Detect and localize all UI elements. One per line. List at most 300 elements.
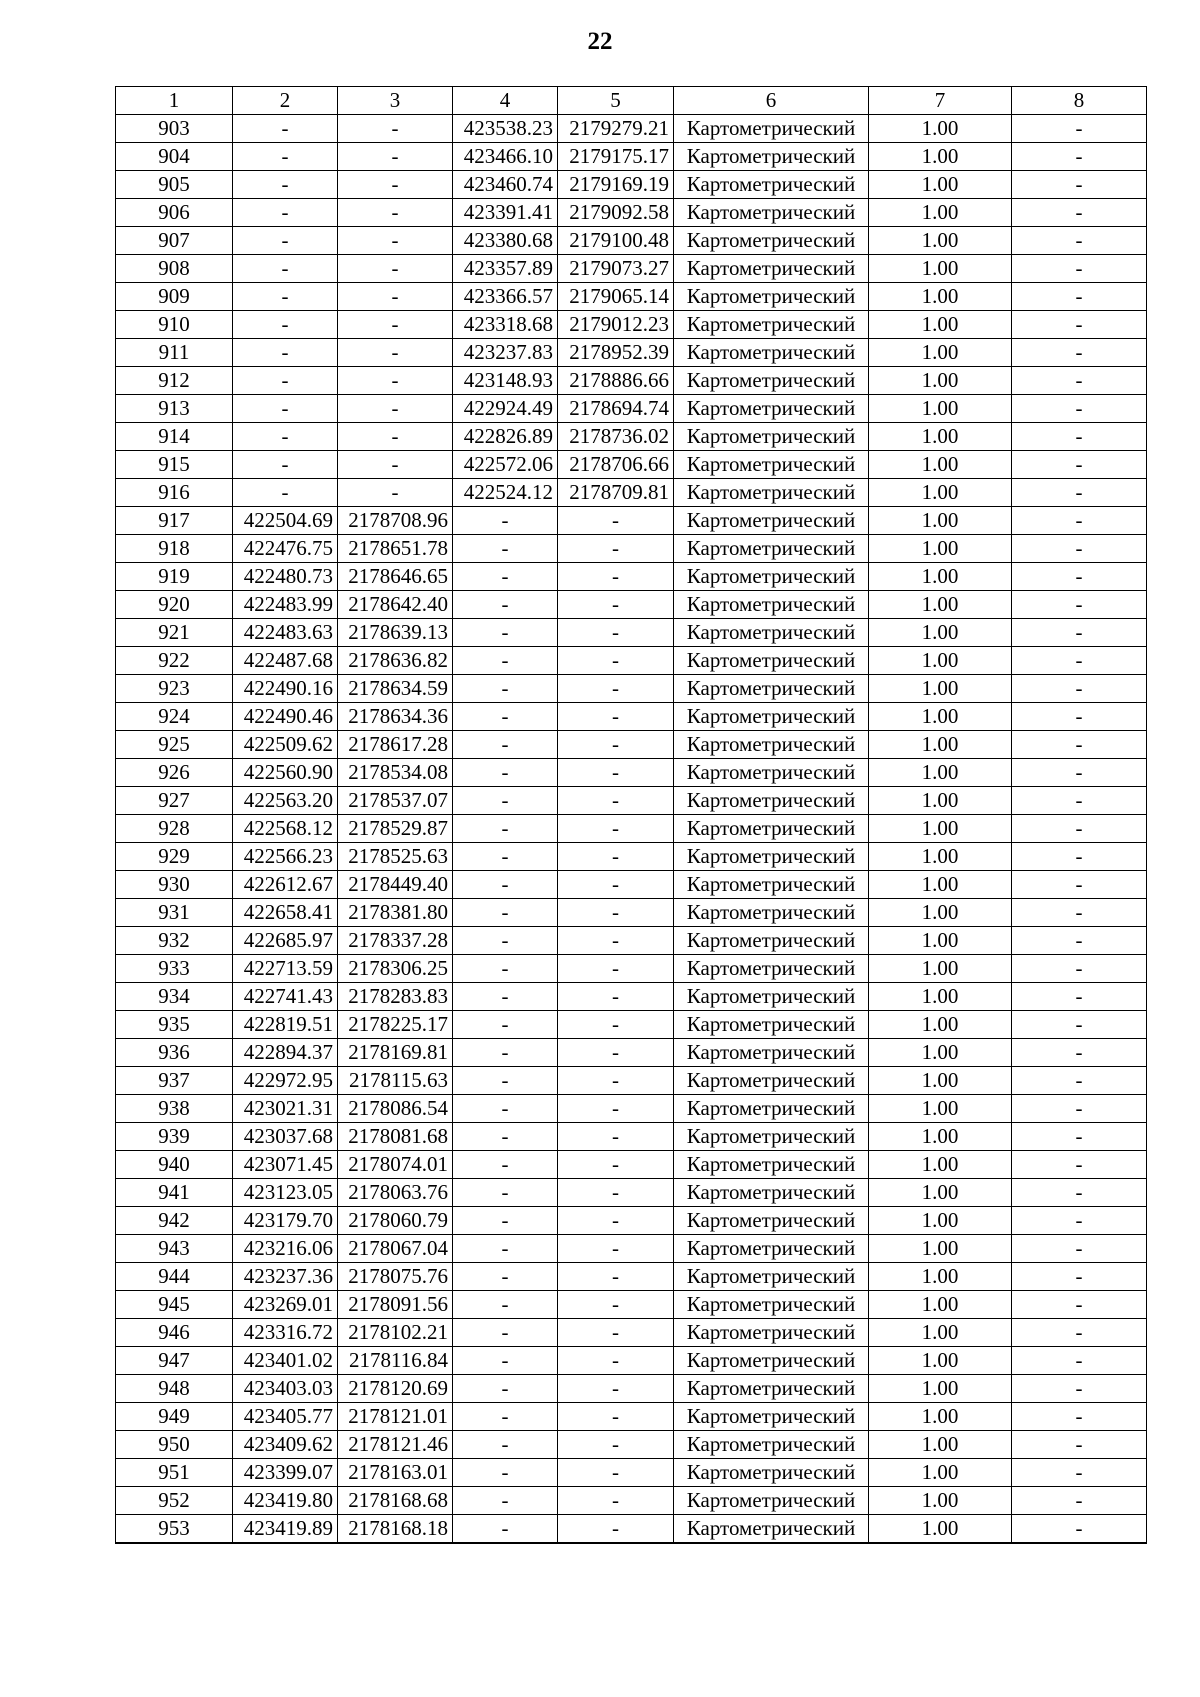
- description-cell: -: [1012, 1263, 1147, 1291]
- point-number-cell: 931: [116, 899, 233, 927]
- method-cell: Картометрический: [674, 423, 869, 451]
- table-header: [116, 87, 1147, 115]
- accuracy-cell: 1.00: [869, 1123, 1012, 1151]
- coord-y2-cell: -: [558, 647, 674, 675]
- accuracy-cell: 1.00: [869, 1067, 1012, 1095]
- point-number-cell: 904: [116, 143, 233, 171]
- coord-x2-cell: -: [453, 1067, 558, 1095]
- coord-x-cell: -: [233, 115, 338, 143]
- accuracy-cell: 1.00: [869, 423, 1012, 451]
- coord-y-cell: 2178168.18: [338, 1515, 453, 1544]
- coord-y2-cell: -: [558, 703, 674, 731]
- table-row: [116, 815, 1147, 843]
- coord-x2-cell: 422524.12: [453, 479, 558, 507]
- coord-x2-cell: -: [453, 1235, 558, 1263]
- coord-x2-cell: 423357.89: [453, 255, 558, 283]
- description-cell: -: [1012, 1291, 1147, 1319]
- coord-x2-cell: 423466.10: [453, 143, 558, 171]
- accuracy-cell: 1.00: [869, 1263, 1012, 1291]
- method-cell: Картометрический: [674, 1515, 869, 1544]
- point-number-cell: 947: [116, 1347, 233, 1375]
- coord-y-cell: 2178306.25: [338, 955, 453, 983]
- coord-y2-cell: -: [558, 1319, 674, 1347]
- method-cell: Картометрический: [674, 955, 869, 983]
- coord-x-cell: 423123.05: [233, 1179, 338, 1207]
- coord-y2-cell: -: [558, 843, 674, 871]
- coord-x2-cell: -: [453, 563, 558, 591]
- point-number-cell: 951: [116, 1459, 233, 1487]
- coord-x-cell: 422560.90: [233, 759, 338, 787]
- table-row: [116, 647, 1147, 675]
- coord-y-cell: 2178651.78: [338, 535, 453, 563]
- method-cell: Картометрический: [674, 1011, 869, 1039]
- coord-x-cell: -: [233, 283, 338, 311]
- accuracy-cell: 1.00: [869, 955, 1012, 983]
- coord-y-cell: -: [338, 423, 453, 451]
- method-cell: Картометрический: [674, 1207, 869, 1235]
- point-number-cell: 952: [116, 1487, 233, 1515]
- description-cell: -: [1012, 339, 1147, 367]
- coord-y-cell: 2178708.96: [338, 507, 453, 535]
- coord-y-cell: -: [338, 227, 453, 255]
- accuracy-cell: 1.00: [869, 367, 1012, 395]
- accuracy-cell: 1.00: [869, 143, 1012, 171]
- column-header-3: 3: [338, 87, 453, 115]
- description-cell: -: [1012, 1487, 1147, 1515]
- point-number-cell: 915: [116, 451, 233, 479]
- coord-y2-cell: -: [558, 619, 674, 647]
- coord-x-cell: 423021.31: [233, 1095, 338, 1123]
- coord-y2-cell: 2179073.27: [558, 255, 674, 283]
- coord-y-cell: -: [338, 143, 453, 171]
- description-cell: -: [1012, 1207, 1147, 1235]
- description-cell: -: [1012, 955, 1147, 983]
- description-cell: -: [1012, 1235, 1147, 1263]
- point-number-cell: 937: [116, 1067, 233, 1095]
- table-row: [116, 759, 1147, 787]
- coord-x-cell: 423269.01: [233, 1291, 338, 1319]
- table-row: [116, 1291, 1147, 1319]
- coord-x2-cell: -: [453, 1487, 558, 1515]
- coord-y2-cell: 2179279.21: [558, 115, 674, 143]
- table-row: [116, 787, 1147, 815]
- point-number-cell: 922: [116, 647, 233, 675]
- accuracy-cell: 1.00: [869, 171, 1012, 199]
- accuracy-cell: 1.00: [869, 227, 1012, 255]
- method-cell: Картометрический: [674, 899, 869, 927]
- coord-y-cell: -: [338, 339, 453, 367]
- coord-y2-cell: -: [558, 1011, 674, 1039]
- coord-y-cell: 2178115.63: [338, 1067, 453, 1095]
- coord-x-cell: 422658.41: [233, 899, 338, 927]
- coord-y2-cell: -: [558, 507, 674, 535]
- coord-y2-cell: -: [558, 1263, 674, 1291]
- point-number-cell: 929: [116, 843, 233, 871]
- coord-x2-cell: -: [453, 703, 558, 731]
- coord-x-cell: 423419.89: [233, 1515, 338, 1544]
- coord-y2-cell: -: [558, 759, 674, 787]
- method-cell: Картометрический: [674, 1431, 869, 1459]
- table-row: [116, 899, 1147, 927]
- coord-x-cell: 422487.68: [233, 647, 338, 675]
- coord-x2-cell: -: [453, 1459, 558, 1487]
- accuracy-cell: 1.00: [869, 1151, 1012, 1179]
- point-number-cell: 946: [116, 1319, 233, 1347]
- coord-x-cell: 422612.67: [233, 871, 338, 899]
- description-cell: -: [1012, 1123, 1147, 1151]
- column-header-7: 7: [869, 87, 1012, 115]
- point-number-cell: 918: [116, 535, 233, 563]
- coord-y-cell: 2178634.36: [338, 703, 453, 731]
- coord-y2-cell: 2178694.74: [558, 395, 674, 423]
- table-row: [116, 843, 1147, 871]
- coord-x2-cell: -: [453, 1403, 558, 1431]
- coord-y-cell: 2178091.56: [338, 1291, 453, 1319]
- method-cell: Картометрический: [674, 815, 869, 843]
- coord-y2-cell: -: [558, 535, 674, 563]
- accuracy-cell: 1.00: [869, 1403, 1012, 1431]
- coord-y2-cell: -: [558, 1123, 674, 1151]
- page-number: 22: [587, 28, 613, 55]
- coord-y2-cell: -: [558, 927, 674, 955]
- point-number-cell: 941: [116, 1179, 233, 1207]
- coord-x2-cell: -: [453, 787, 558, 815]
- table-row: [116, 1403, 1147, 1431]
- point-number-cell: 903: [116, 115, 233, 143]
- accuracy-cell: 1.00: [869, 731, 1012, 759]
- coord-y2-cell: 2178709.81: [558, 479, 674, 507]
- coord-x-cell: -: [233, 227, 338, 255]
- coord-y-cell: 2178646.65: [338, 563, 453, 591]
- method-cell: Картометрический: [674, 759, 869, 787]
- coord-y-cell: 2178067.04: [338, 1235, 453, 1263]
- method-cell: Картометрический: [674, 1263, 869, 1291]
- coord-y2-cell: 2178736.02: [558, 423, 674, 451]
- method-cell: Картометрический: [674, 1459, 869, 1487]
- table-row: [116, 1039, 1147, 1067]
- coord-y-cell: 2178642.40: [338, 591, 453, 619]
- coord-y-cell: 2178120.69: [338, 1375, 453, 1403]
- method-cell: Картометрический: [674, 367, 869, 395]
- coord-y2-cell: -: [558, 1151, 674, 1179]
- point-number-cell: 930: [116, 871, 233, 899]
- table-row: [116, 1095, 1147, 1123]
- coord-x-cell: -: [233, 171, 338, 199]
- coord-x2-cell: -: [453, 1347, 558, 1375]
- description-cell: -: [1012, 451, 1147, 479]
- coord-y-cell: -: [338, 395, 453, 423]
- method-cell: Картометрический: [674, 1319, 869, 1347]
- method-cell: Картометрический: [674, 927, 869, 955]
- description-cell: -: [1012, 367, 1147, 395]
- coord-y-cell: 2178449.40: [338, 871, 453, 899]
- description-cell: -: [1012, 1431, 1147, 1459]
- accuracy-cell: 1.00: [869, 199, 1012, 227]
- coord-x-cell: -: [233, 395, 338, 423]
- method-cell: Картометрический: [674, 255, 869, 283]
- table-row: [116, 143, 1147, 171]
- point-number-cell: 939: [116, 1123, 233, 1151]
- coord-y-cell: 2178086.54: [338, 1095, 453, 1123]
- coord-x2-cell: 423538.23: [453, 115, 558, 143]
- method-cell: Картометрический: [674, 507, 869, 535]
- coord-y2-cell: 2178706.66: [558, 451, 674, 479]
- point-number-cell: 948: [116, 1375, 233, 1403]
- accuracy-cell: 1.00: [869, 535, 1012, 563]
- accuracy-cell: 1.00: [869, 479, 1012, 507]
- point-number-cell: 940: [116, 1151, 233, 1179]
- point-number-cell: 906: [116, 199, 233, 227]
- description-cell: -: [1012, 647, 1147, 675]
- coord-x-cell: 423071.45: [233, 1151, 338, 1179]
- coord-x2-cell: -: [453, 1263, 558, 1291]
- coord-y-cell: 2178639.13: [338, 619, 453, 647]
- description-cell: -: [1012, 1067, 1147, 1095]
- table-row: [116, 1487, 1147, 1515]
- description-cell: -: [1012, 1179, 1147, 1207]
- coord-x2-cell: 422826.89: [453, 423, 558, 451]
- method-cell: Картометрический: [674, 1235, 869, 1263]
- accuracy-cell: 1.00: [869, 1011, 1012, 1039]
- coord-x2-cell: -: [453, 535, 558, 563]
- description-cell: -: [1012, 479, 1147, 507]
- coord-y-cell: 2178534.08: [338, 759, 453, 787]
- coord-y2-cell: 2179175.17: [558, 143, 674, 171]
- point-number-cell: 942: [116, 1207, 233, 1235]
- table-row: [116, 703, 1147, 731]
- accuracy-cell: 1.00: [869, 451, 1012, 479]
- coord-x-cell: 422509.62: [233, 731, 338, 759]
- coord-x2-cell: -: [453, 1011, 558, 1039]
- accuracy-cell: 1.00: [869, 647, 1012, 675]
- description-cell: -: [1012, 843, 1147, 871]
- coord-y2-cell: 2179100.48: [558, 227, 674, 255]
- coord-y2-cell: 2179092.58: [558, 199, 674, 227]
- description-cell: -: [1012, 283, 1147, 311]
- method-cell: Картометрический: [674, 871, 869, 899]
- coord-x-cell: 422685.97: [233, 927, 338, 955]
- table-row: [116, 115, 1147, 143]
- table-row: [116, 591, 1147, 619]
- coord-x2-cell: -: [453, 1151, 558, 1179]
- coord-y2-cell: -: [558, 1515, 674, 1544]
- description-cell: -: [1012, 423, 1147, 451]
- table-row: [116, 423, 1147, 451]
- coord-y-cell: 2178163.01: [338, 1459, 453, 1487]
- accuracy-cell: 1.00: [869, 759, 1012, 787]
- table-row: [116, 1151, 1147, 1179]
- coord-x-cell: 422819.51: [233, 1011, 338, 1039]
- coord-x-cell: 422504.69: [233, 507, 338, 535]
- description-cell: -: [1012, 1011, 1147, 1039]
- point-number-cell: 923: [116, 675, 233, 703]
- method-cell: Картометрический: [674, 115, 869, 143]
- coord-x2-cell: -: [453, 927, 558, 955]
- method-cell: Картометрический: [674, 1095, 869, 1123]
- coord-y2-cell: -: [558, 815, 674, 843]
- method-cell: Картометрический: [674, 787, 869, 815]
- coord-x-cell: 423405.77: [233, 1403, 338, 1431]
- coord-y-cell: -: [338, 171, 453, 199]
- coord-x2-cell: -: [453, 1319, 558, 1347]
- description-cell: -: [1012, 395, 1147, 423]
- accuracy-cell: 1.00: [869, 1039, 1012, 1067]
- coord-y-cell: 2178102.21: [338, 1319, 453, 1347]
- point-number-cell: 921: [116, 619, 233, 647]
- coord-x2-cell: -: [453, 843, 558, 871]
- accuracy-cell: 1.00: [869, 311, 1012, 339]
- accuracy-cell: 1.00: [869, 115, 1012, 143]
- coord-x-cell: 423179.70: [233, 1207, 338, 1235]
- coord-y2-cell: -: [558, 675, 674, 703]
- coord-y-cell: 2178121.01: [338, 1403, 453, 1431]
- table-body: [116, 115, 1147, 1544]
- coord-x2-cell: -: [453, 1123, 558, 1151]
- accuracy-cell: 1.00: [869, 675, 1012, 703]
- coord-x2-cell: -: [453, 1375, 558, 1403]
- coord-y-cell: 2178381.80: [338, 899, 453, 927]
- point-number-cell: 908: [116, 255, 233, 283]
- point-number-cell: 919: [116, 563, 233, 591]
- column-header-1: 1: [116, 87, 233, 115]
- coord-x-cell: 423419.80: [233, 1487, 338, 1515]
- column-header-2: 2: [233, 87, 338, 115]
- coord-x2-cell: 423391.41: [453, 199, 558, 227]
- column-header-8: 8: [1012, 87, 1147, 115]
- point-number-cell: 932: [116, 927, 233, 955]
- method-cell: Картометрический: [674, 1039, 869, 1067]
- coord-x2-cell: -: [453, 899, 558, 927]
- column-header-6: 6: [674, 87, 869, 115]
- point-number-cell: 950: [116, 1431, 233, 1459]
- accuracy-cell: 1.00: [869, 927, 1012, 955]
- coord-y-cell: 2178081.68: [338, 1123, 453, 1151]
- coord-y2-cell: -: [558, 983, 674, 1011]
- table-row: [116, 479, 1147, 507]
- description-cell: -: [1012, 227, 1147, 255]
- coord-y2-cell: -: [558, 1179, 674, 1207]
- coord-x2-cell: 423380.68: [453, 227, 558, 255]
- description-cell: -: [1012, 255, 1147, 283]
- accuracy-cell: 1.00: [869, 815, 1012, 843]
- coord-y2-cell: 2178886.66: [558, 367, 674, 395]
- table-row: [116, 1347, 1147, 1375]
- coord-y2-cell: -: [558, 1207, 674, 1235]
- coord-y-cell: 2178169.81: [338, 1039, 453, 1067]
- description-cell: -: [1012, 703, 1147, 731]
- coord-y-cell: -: [338, 115, 453, 143]
- description-cell: -: [1012, 815, 1147, 843]
- accuracy-cell: 1.00: [869, 1319, 1012, 1347]
- description-cell: -: [1012, 1403, 1147, 1431]
- coord-y-cell: 2178121.46: [338, 1431, 453, 1459]
- accuracy-cell: 1.00: [869, 591, 1012, 619]
- description-cell: -: [1012, 171, 1147, 199]
- coord-x2-cell: -: [453, 1515, 558, 1544]
- coord-y2-cell: -: [558, 591, 674, 619]
- description-cell: -: [1012, 1151, 1147, 1179]
- description-cell: -: [1012, 759, 1147, 787]
- accuracy-cell: 1.00: [869, 1459, 1012, 1487]
- accuracy-cell: 1.00: [869, 283, 1012, 311]
- coord-x-cell: 422563.20: [233, 787, 338, 815]
- description-cell: -: [1012, 927, 1147, 955]
- description-cell: -: [1012, 983, 1147, 1011]
- coord-y2-cell: -: [558, 1487, 674, 1515]
- method-cell: Картометрический: [674, 1347, 869, 1375]
- point-number-cell: 945: [116, 1291, 233, 1319]
- description-cell: -: [1012, 591, 1147, 619]
- coord-y2-cell: 2179012.23: [558, 311, 674, 339]
- point-number-cell: 935: [116, 1011, 233, 1039]
- coord-y2-cell: -: [558, 787, 674, 815]
- coord-y2-cell: -: [558, 871, 674, 899]
- coord-x-cell: 422972.95: [233, 1067, 338, 1095]
- method-cell: Картометрический: [674, 731, 869, 759]
- coord-y-cell: 2178116.84: [338, 1347, 453, 1375]
- accuracy-cell: 1.00: [869, 1179, 1012, 1207]
- coord-y2-cell: -: [558, 1039, 674, 1067]
- coord-x2-cell: -: [453, 1207, 558, 1235]
- table-row: [116, 367, 1147, 395]
- description-cell: -: [1012, 1319, 1147, 1347]
- description-cell: -: [1012, 507, 1147, 535]
- coord-x2-cell: -: [453, 815, 558, 843]
- description-cell: -: [1012, 143, 1147, 171]
- point-number-cell: 944: [116, 1263, 233, 1291]
- description-cell: -: [1012, 115, 1147, 143]
- coord-y-cell: 2178617.28: [338, 731, 453, 759]
- coord-y2-cell: -: [558, 1291, 674, 1319]
- description-cell: -: [1012, 1347, 1147, 1375]
- coord-x2-cell: -: [453, 1095, 558, 1123]
- coord-x2-cell: -: [453, 1431, 558, 1459]
- method-cell: Картометрический: [674, 339, 869, 367]
- method-cell: Картометрический: [674, 1151, 869, 1179]
- table-row: [116, 395, 1147, 423]
- coord-y2-cell: 2179169.19: [558, 171, 674, 199]
- coord-y-cell: 2178075.76: [338, 1263, 453, 1291]
- table-row: [116, 1207, 1147, 1235]
- point-number-cell: 909: [116, 283, 233, 311]
- coord-x2-cell: -: [453, 1179, 558, 1207]
- coord-y-cell: 2178063.76: [338, 1179, 453, 1207]
- coord-x2-cell: 422572.06: [453, 451, 558, 479]
- coord-x-cell: -: [233, 311, 338, 339]
- table-row: [116, 1067, 1147, 1095]
- point-number-cell: 914: [116, 423, 233, 451]
- point-number-cell: 920: [116, 591, 233, 619]
- method-cell: Картометрический: [674, 535, 869, 563]
- coord-y-cell: -: [338, 283, 453, 311]
- coord-y-cell: -: [338, 311, 453, 339]
- table-row: [116, 1459, 1147, 1487]
- coord-x2-cell: -: [453, 507, 558, 535]
- accuracy-cell: 1.00: [869, 1515, 1012, 1544]
- coord-x2-cell: 422924.49: [453, 395, 558, 423]
- coord-x2-cell: -: [453, 731, 558, 759]
- table-row: [116, 1235, 1147, 1263]
- coord-x2-cell: -: [453, 647, 558, 675]
- point-number-cell: 917: [116, 507, 233, 535]
- coord-y-cell: 2178168.68: [338, 1487, 453, 1515]
- coord-x-cell: -: [233, 339, 338, 367]
- table-row: [116, 927, 1147, 955]
- description-cell: -: [1012, 1515, 1147, 1544]
- coord-y2-cell: -: [558, 1347, 674, 1375]
- method-cell: Картометрический: [674, 1179, 869, 1207]
- coord-y-cell: 2178636.82: [338, 647, 453, 675]
